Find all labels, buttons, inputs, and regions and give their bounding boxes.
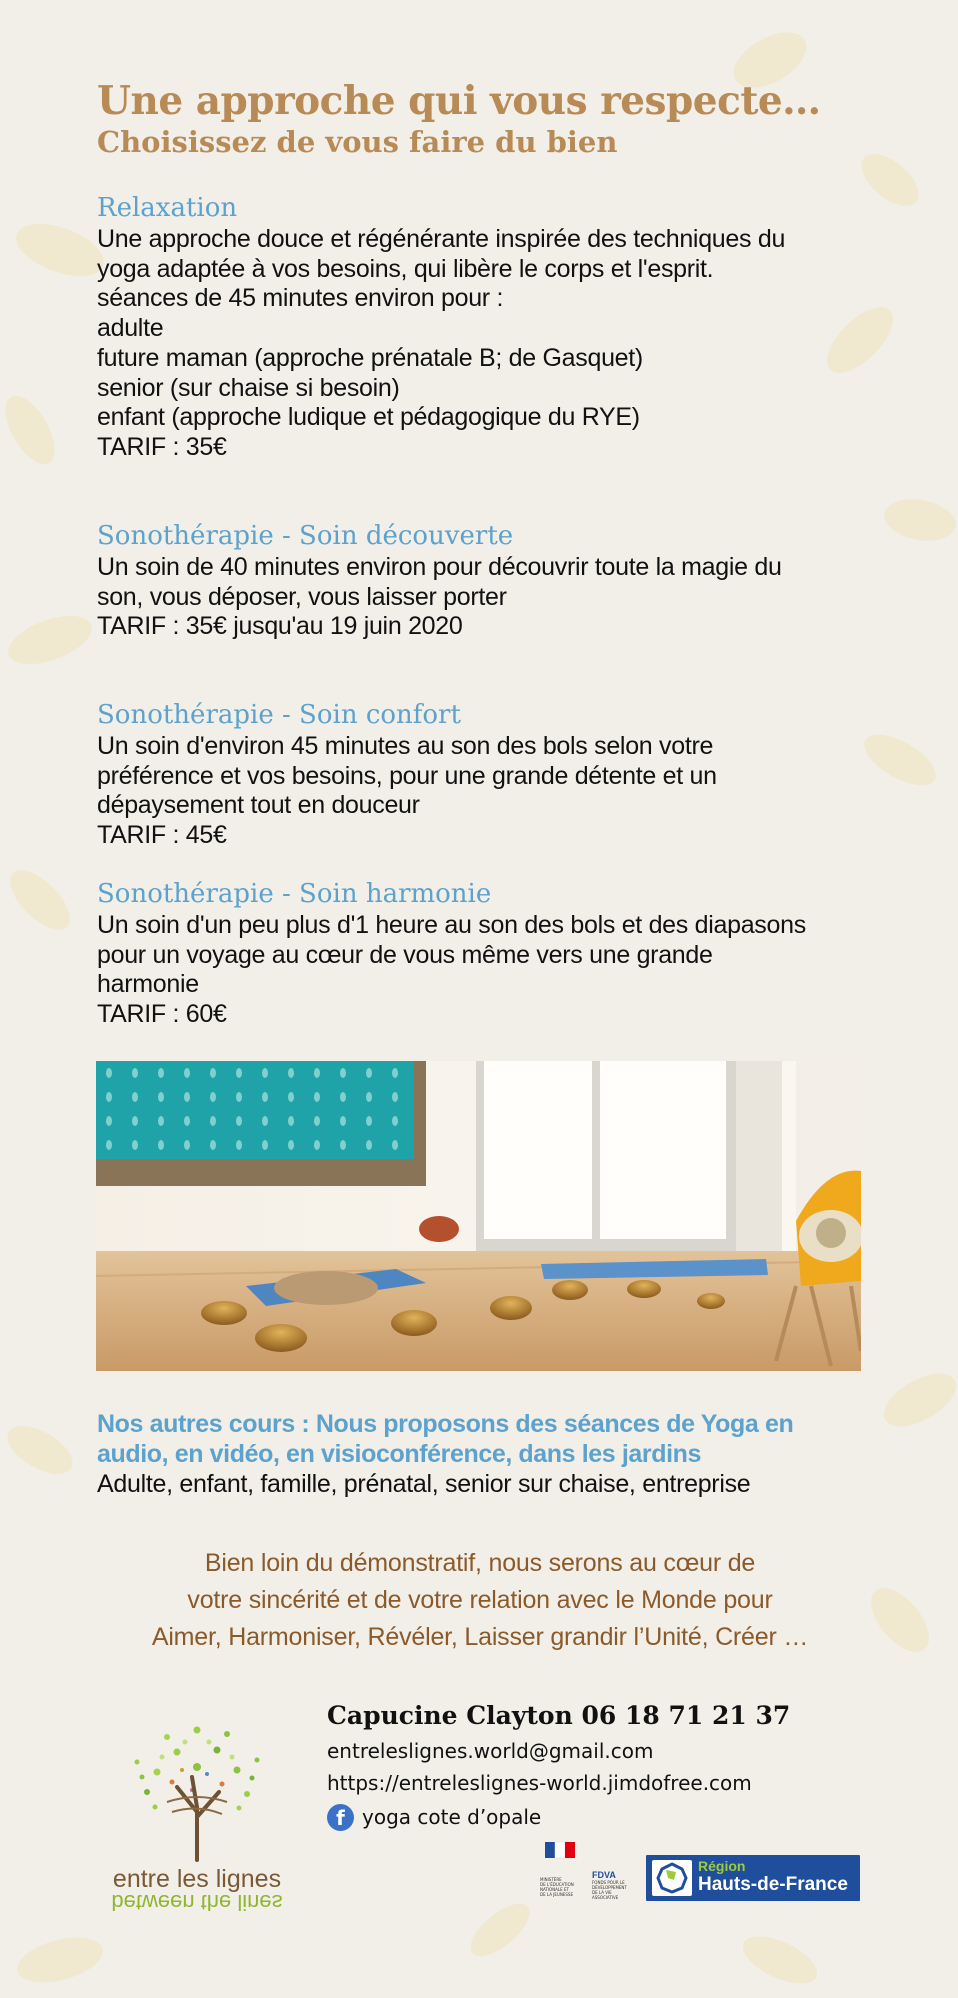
section-text-line: future maman (approche prénatale B; de Gasquet) <box>97 343 643 372</box>
ministry-text: NATIONALE ET <box>540 1887 569 1892</box>
contact-info <box>327 1697 887 1833</box>
section-text-line: yoga adaptée à vos besoins, qui libère le corps et l'esprit. <box>97 254 714 283</box>
section-text-line: dépaysement tout en douceur <box>97 791 420 820</box>
price-line: TARIF : 35€ jusqu'au 19 juin 2020 <box>97 612 463 641</box>
section-soin-confort <box>97 698 877 851</box>
section-text-line: adulte <box>97 314 164 343</box>
tree-logo-icon <box>97 1712 297 1862</box>
section-title: Sonothérapie - Soin découverte <box>97 521 514 551</box>
price-line: TARIF : 60€ <box>97 1000 227 1029</box>
quote-line: Aimer, Harmoniser, Révéler, Laisser grandir l’Unité, Créer … <box>151 1623 809 1651</box>
region-name: Hauts-de-France <box>698 1874 848 1895</box>
section-relaxation <box>97 191 877 463</box>
quote-line: votre sincérité et de votre relation avec le Monde pour <box>187 1586 773 1614</box>
section-soin-decouverte <box>97 519 877 642</box>
logo-name-flipped: between the lines <box>111 1890 283 1915</box>
courses-audience: Adulte, enfant, famille, prénatal, senior sur chaise, entreprise <box>97 1470 751 1498</box>
section-text-line: préférence et vos besoins, pour une grande détente et un <box>97 761 717 790</box>
ministry-text: DE LA JEUNESSE <box>540 1892 573 1897</box>
ministry-logo <box>537 1838 585 1900</box>
fdva-logo <box>592 1870 632 1900</box>
facebook-page-name: yoga cote d’opale <box>362 1805 542 1829</box>
other-courses <box>97 1409 897 1499</box>
french-flag-icon <box>537 1838 585 1872</box>
region-label: Région <box>698 1858 746 1874</box>
section-text-line: Un soin de 40 minutes environ pour découvrir toute la magie du <box>97 553 782 581</box>
logo-name: entre les lignes <box>112 1865 282 1893</box>
section-title: Relaxation <box>97 193 238 223</box>
section-title: Sonothérapie - Soin confort <box>97 700 461 730</box>
ministry-text: DE L'ÉDUCATION <box>540 1882 574 1887</box>
facebook-icon: f <box>327 1804 354 1831</box>
price-line: TARIF : 35€ <box>97 432 227 461</box>
section-text-line: son, vous déposer, vous laisser porter <box>97 582 507 611</box>
fdva-title: FDVA <box>592 1870 616 1880</box>
contact-email[interactable]: entreleslignes.world@gmail.com <box>327 1739 654 1763</box>
courses-title-line: audio, en vidéo, en visioconférence, dans les jardins <box>97 1440 701 1468</box>
section-text-line: enfant (approche ludique et pédagogique du RYE) <box>97 403 640 432</box>
ministry-text: MINISTÈRE <box>540 1877 562 1882</box>
section-text-line: harmonie <box>97 970 199 999</box>
section-text-line: pour un voyage au cœur de vous même vers une grande <box>97 940 713 969</box>
courses-title-line: Nos autres cours : Nous proposons des séances de Yoga en <box>97 1410 794 1438</box>
facebook-link[interactable] <box>327 1801 887 1833</box>
section-soin-harmonie <box>97 877 877 1030</box>
page-title: Une approche qui vous respecte… <box>97 78 821 124</box>
philosophy-quote <box>100 1545 860 1656</box>
section-text-line: Un soin d'un peu plus d'1 heure au son des bols et des diapasons <box>97 911 806 939</box>
fdva-text: ASSOCIATIVE <box>592 1895 619 1900</box>
entre-les-lignes-logo <box>97 1712 297 1915</box>
fdva-text: DE LA VIE <box>592 1890 612 1895</box>
fdva-text: FONDS POUR LE <box>592 1880 625 1885</box>
region-hauts-de-france-logo <box>646 1855 860 1901</box>
contact-name-phone[interactable]: Capucine Clayton 06 18 71 21 37 <box>327 1701 791 1730</box>
quote-line: Bien loin du démonstratif, nous serons au cœur de <box>204 1549 756 1577</box>
page-subtitle: Choisissez de vous faire du bien <box>97 125 618 159</box>
section-text-line: Une approche douce et régénérante inspirée des techniques du <box>97 225 786 253</box>
section-title: Sonothérapie - Soin harmonie <box>97 879 492 909</box>
region-map-icon <box>652 1860 692 1896</box>
fdva-text: DÉVELOPPEMENT <box>592 1885 627 1890</box>
contact-website[interactable]: https://entreleslignes-world.jimdofree.com <box>327 1771 752 1795</box>
section-text-line: senior (sur chaise si besoin) <box>97 373 400 402</box>
price-line: TARIF : 45€ <box>97 821 227 850</box>
section-text-line: Un soin d'environ 45 minutes au son des bols selon votre <box>97 732 714 760</box>
section-text-line: séances de 45 minutes environ pour : <box>97 284 504 313</box>
room-photo <box>96 1061 861 1371</box>
